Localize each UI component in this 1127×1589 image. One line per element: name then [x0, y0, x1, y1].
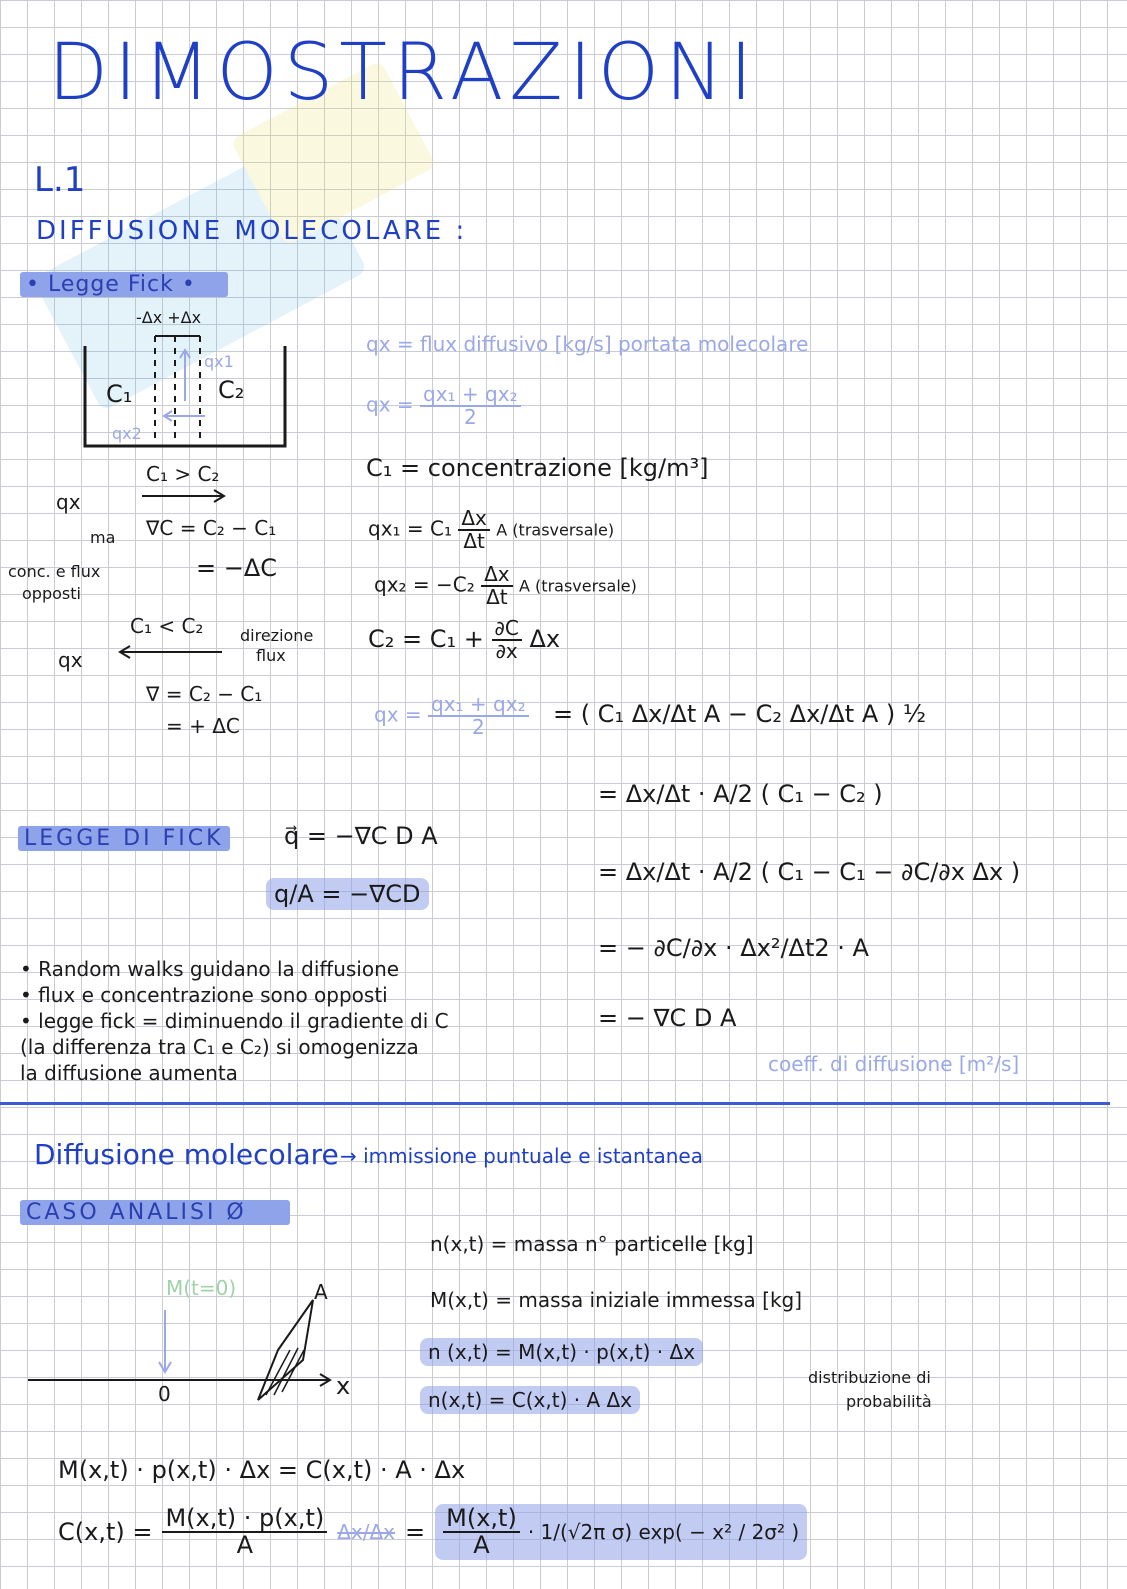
- qx2-dt: Δt: [486, 585, 508, 609]
- equation-b-hl-den: A: [473, 1531, 490, 1560]
- equation-b-tail: · 1/(√2π σ) exp( − x² / 2σ² ): [527, 1520, 800, 1545]
- qx-label-2: qx: [58, 648, 83, 672]
- qx1-right: A (trasversale): [496, 520, 615, 540]
- c2-fraction: [492, 618, 522, 662]
- section2-arrow-note: → immissione puntuale e istantanea: [340, 1144, 703, 1168]
- prob-note-2: probabilità: [846, 1392, 932, 1411]
- c2-left: C₂ = C₁ +: [368, 625, 484, 653]
- n-equation-1: n (x,t) = M(x,t) · p(x,t) · Δx: [420, 1338, 703, 1366]
- fick-tag: • Legge Fick •: [20, 272, 228, 297]
- qx-average-numerator: qx₁ + qx₂: [420, 384, 521, 407]
- caso-analisi-tag: CASO ANALISI Ø: [20, 1200, 290, 1225]
- derivation-line4: = − ∂C/∂x · Δx²/Δt2 · A: [598, 934, 869, 962]
- coeff-note: coeff. di diffusione [m²/s]: [768, 1052, 1020, 1076]
- direzione-label: direzione: [240, 626, 314, 645]
- page-title: DIMOSTRAZIONI: [48, 28, 759, 118]
- qx1-left: qx₁ = C₁: [368, 516, 453, 541]
- derivation-line5: = − ∇C D A: [598, 1004, 737, 1032]
- bullet-list: [20, 956, 449, 1086]
- equation-a: M(x,t) · p(x,t) · Δx = C(x,t) · A · Δx: [58, 1456, 466, 1484]
- minus-dc: = −ΔC: [196, 554, 278, 582]
- qx1-fraction: [458, 508, 490, 552]
- derivation-line1-fraction: [428, 694, 529, 738]
- qx-average-fraction: [420, 384, 521, 428]
- qx2-left: qx₂ = −C₂: [374, 572, 475, 597]
- section-divider: [0, 1102, 1110, 1105]
- section-number: L.1: [34, 160, 86, 200]
- plus-dc: = + ΔC: [166, 714, 240, 738]
- derivation-line1-den: 2: [471, 715, 485, 739]
- diagram-qx2: qx2: [112, 424, 142, 443]
- m-definition: M(x,t) = massa iniziale immessa [kg]: [430, 1288, 803, 1312]
- c2-right: Δx: [529, 625, 561, 653]
- bullet-item: • legge fick = diminuendo il gradiente di C: [20, 1009, 449, 1033]
- equation-b-hl-num: M(x,t): [443, 1506, 520, 1533]
- equation-b-hl-fraction: [443, 1506, 520, 1558]
- bullet-item: • flux e concentrazione sono opposti: [20, 983, 388, 1007]
- flux-label: flux: [256, 646, 286, 665]
- diagram-c1: C₁: [106, 380, 133, 408]
- opposti-label: opposti: [22, 584, 81, 603]
- qx2-fraction: [481, 564, 513, 608]
- qx-definition: qx = flux diffusivo [kg/s] portata molecolare: [366, 332, 809, 356]
- qx-average-denominator: 2: [463, 405, 477, 429]
- axis-x-label: x: [336, 1372, 351, 1400]
- equation-b-fraction: [162, 1506, 327, 1558]
- equation-b-cancel: Δx/Δx: [337, 1520, 396, 1545]
- gradient-1: ∇C = C₂ − C₁: [146, 516, 277, 540]
- arrow-right-icon: [140, 488, 230, 504]
- diagram-qx1: qx1: [204, 352, 234, 371]
- dx-label: -Δx +Δx: [136, 308, 202, 327]
- c1-definition: C₁ = concentrazione [kg/m³]: [366, 454, 709, 482]
- axis-a-label: A: [314, 1280, 328, 1304]
- origin-label: 0: [158, 1382, 171, 1406]
- equation-b-highlight: [435, 1504, 807, 1560]
- c1-lt-c2: C₁ < C₂: [130, 614, 204, 638]
- bullet-item: (la differenza tra C₁ e C₂) si omogenizza: [20, 1035, 419, 1059]
- qx1-dt: Δt: [463, 529, 485, 553]
- gradient-2: ∇ = C₂ − C₁: [146, 682, 263, 706]
- ma-label: ma: [90, 528, 116, 547]
- mt0-label: M(t=0): [166, 1276, 237, 1300]
- qx-average: [366, 384, 521, 428]
- derivation-line1: [374, 694, 926, 738]
- c2-dc: ∂C: [492, 618, 522, 641]
- bullet-item: la diffusione aumenta: [20, 1061, 238, 1085]
- c1-gt-c2: C₁ > C₂: [146, 462, 220, 486]
- section2-title: Diffusione molecolare: [34, 1138, 339, 1171]
- arrow-left-icon: [116, 644, 226, 660]
- equation-b-left: C(x,t) =: [58, 1518, 153, 1547]
- derivation-line2: = Δx/Δt · A/2 ( C₁ − C₂ ): [598, 780, 883, 808]
- qx1-equation: [368, 508, 614, 552]
- derivation-line1-left: qx =: [374, 702, 422, 727]
- section-title: DIFFUSIONE MOLECOLARE :: [36, 216, 468, 246]
- bullet-item: • Random walks guidano la diffusione: [20, 957, 400, 981]
- equation-b-numerator: M(x,t) · p(x,t): [162, 1506, 327, 1533]
- diagram-c2: C₂: [218, 376, 245, 404]
- c2-dx: ∂x: [495, 639, 518, 663]
- prob-note-1: distribuzione di: [808, 1368, 931, 1387]
- n-definition: n(x,t) = massa n° particelle [kg]: [430, 1232, 754, 1256]
- qx2-right: A (trasversale): [519, 576, 637, 596]
- derivation-line1-right: = ( C₁ Δx/Δt A − C₂ Δx/Δt A ) ½: [552, 699, 927, 728]
- n-equation-2: n(x,t) = C(x,t) · A Δx: [420, 1386, 640, 1414]
- qx-label-1: qx: [56, 490, 81, 514]
- qx2-dx: Δx: [481, 564, 513, 587]
- c2-equation: [368, 618, 560, 662]
- derivation-line1-num: qx₁ + qx₂: [428, 694, 529, 717]
- equation-b-denominator: A: [236, 1531, 254, 1560]
- qx1-dx: Δx: [458, 508, 490, 531]
- fick-law-label: LEGGE DI FICK: [18, 826, 230, 851]
- conc-flux-label: conc. e flux: [8, 562, 101, 581]
- qx2-equation: [374, 564, 637, 608]
- fick-law-eq2: q/A = −∇CD: [266, 878, 429, 910]
- derivation-line3: = Δx/Δt · A/2 ( C₁ − C₁ − ∂C/∂x Δx ): [598, 858, 1021, 886]
- fick-law-eq1: q⃗ = −∇C D A: [284, 822, 438, 850]
- equation-b: [58, 1504, 807, 1560]
- equation-b-equals: =: [405, 1518, 426, 1547]
- qx-average-left: qx =: [366, 392, 414, 417]
